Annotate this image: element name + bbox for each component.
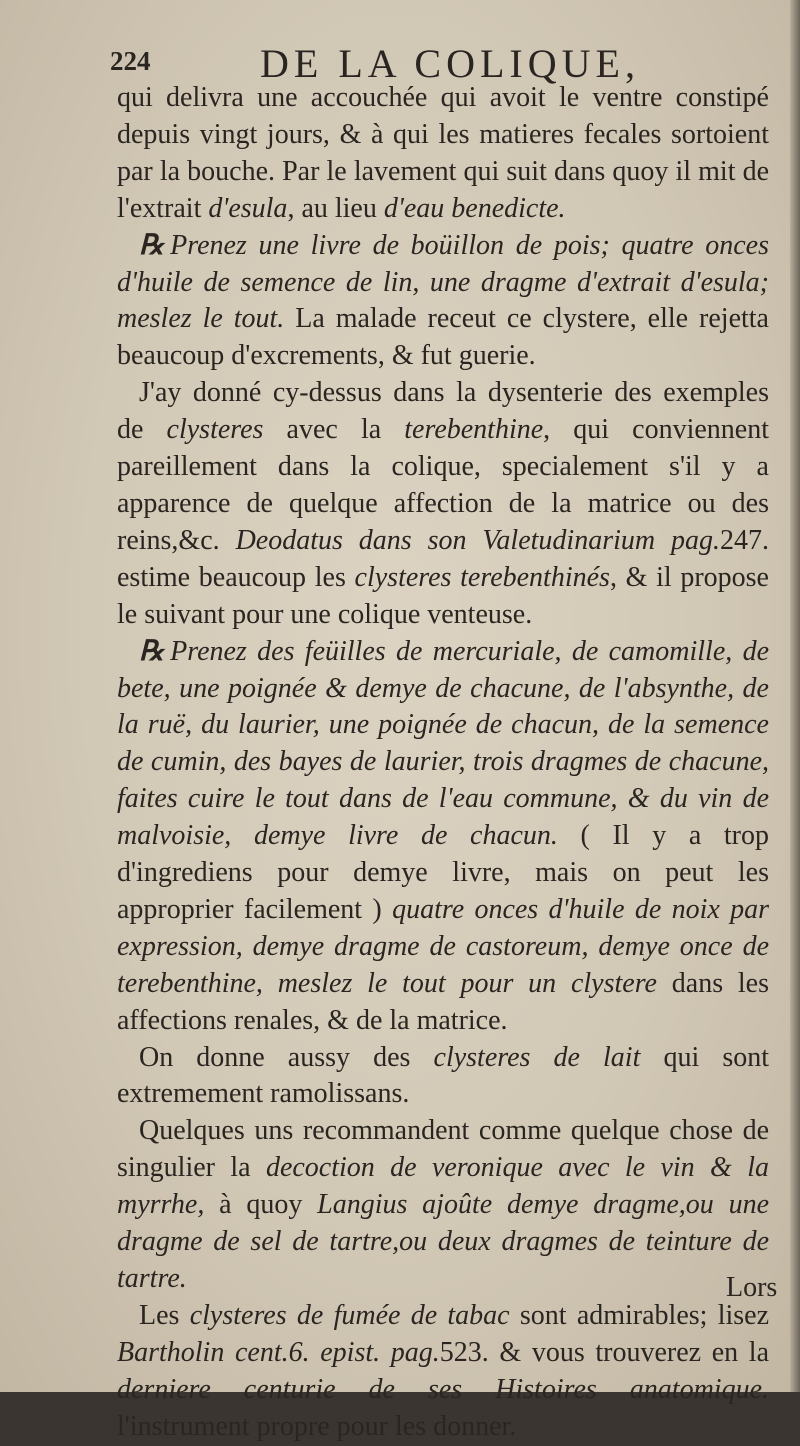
italic-text: terebenthine <box>404 414 544 446</box>
italic-text: clysteres de lait <box>433 1041 641 1073</box>
italic-text: decoction de veronique avec le vin & la myrrhe, <box>117 1152 769 1221</box>
roman-text: , & il propose le suivant pour une colique venteuse. <box>117 561 769 630</box>
running-title: DE LA COLIQUE, <box>260 41 640 86</box>
page-number: 224 <box>110 46 151 76</box>
paragraph <box>117 1113 769 1298</box>
roman-text: sont admirables; lisez <box>509 1299 770 1331</box>
roman-text: 247. estime beaucoup les <box>117 524 770 593</box>
roman-text: dans les affections renales, & de la matrice. <box>117 967 769 1036</box>
page-edge-shadow <box>790 0 800 1392</box>
italic-text: Prenez des feüilles de mercuriale, de camomille, de bete, une poignée & demye de chacune, de l'absynthe, de la ruë, du laurier, une poignée de chacun, de la semence de cumin, des bayes de laurier, trois dragmes de chacune, faites cuire le tout dans de l'eau commune, & du vin de malvoisie, demye livre de chacun. <box>117 635 769 852</box>
roman-text: ( Il y a trop d'ingrediens pour demye livre, mais on peut les approprier facilement ) <box>117 820 769 925</box>
roman-text: Les <box>139 1299 190 1331</box>
catchword: Lors <box>726 1272 778 1303</box>
recipe-symbol-icon: ℞ <box>139 229 165 261</box>
italic-text: clysteres de fumée de tabac <box>189 1299 510 1331</box>
roman-text: , au lieu <box>287 192 384 224</box>
roman-text: Quelques uns recommandent comme quelque chose de singulier la <box>117 1115 769 1184</box>
italic-text: Bartholin cent.6. epist. pag. <box>117 1336 440 1368</box>
body-text <box>117 80 769 1446</box>
italic-text: quatre onces d'huile de noix par expression, demye dragme de castoreum, demye once de terebenthine, meslez le tout pour un clystere <box>117 893 769 999</box>
italic-text: Prenez une livre de boüillon de pois; quatre onces d'huile de semence de lin, une dragme d'extrait d'esula; meslez le tout. <box>117 229 769 335</box>
roman-text: l'instrument propre pour les donner. <box>117 1410 517 1442</box>
paragraph <box>117 228 769 376</box>
roman-text: 523. & vous trouverez en la <box>439 1336 769 1368</box>
italic-text: Deodatus dans son Valetudinarium pag. <box>235 524 721 556</box>
italic-text: clysteres <box>166 414 264 446</box>
paragraph <box>117 375 769 633</box>
paragraph <box>117 1298 769 1446</box>
paragraph <box>117 634 769 1040</box>
italic-text: clysteres terebenthinés <box>354 561 610 593</box>
roman-text: , qui conviennent pareillement dans la colique, specialement s'il y a apparence de quelque affection de la matrice ou des reins,&c. <box>117 414 769 556</box>
italic-text: d'esula <box>208 192 288 224</box>
italic-text: derniere centurie de ses Histoires anatomique. <box>117 1373 769 1405</box>
italic-text: d'eau benedicte. <box>383 192 566 224</box>
roman-text: à quoy <box>204 1189 318 1221</box>
paragraph <box>117 1040 769 1114</box>
roman-text: qui sont extremement ramolissans. <box>117 1041 769 1110</box>
roman-text: J'ay donné cy-dessus dans la dysenterie des exemples de <box>117 377 769 446</box>
roman-text: avec la <box>263 414 405 446</box>
roman-text: qui delivra une accouchée qui avoit le ventre constipé depuis vingt jours, & à qui les matieres fecales sortoient par la bouche. Par le lavement qui suit dans quoy il mit de l'extrait <box>117 82 769 224</box>
paragraph <box>117 80 769 228</box>
italic-text: Langius ajoûte demye dragme,ou une dragme de sel de tartre,ou deux dragmes de teinture de tartre. <box>117 1189 769 1294</box>
recipe-symbol-icon: ℞ <box>139 635 165 667</box>
roman-text: La malade receut ce clystere, elle rejetta beaucoup d'excrements, & fut guerie. <box>117 303 769 372</box>
roman-text: On donne aussy des <box>139 1041 434 1073</box>
